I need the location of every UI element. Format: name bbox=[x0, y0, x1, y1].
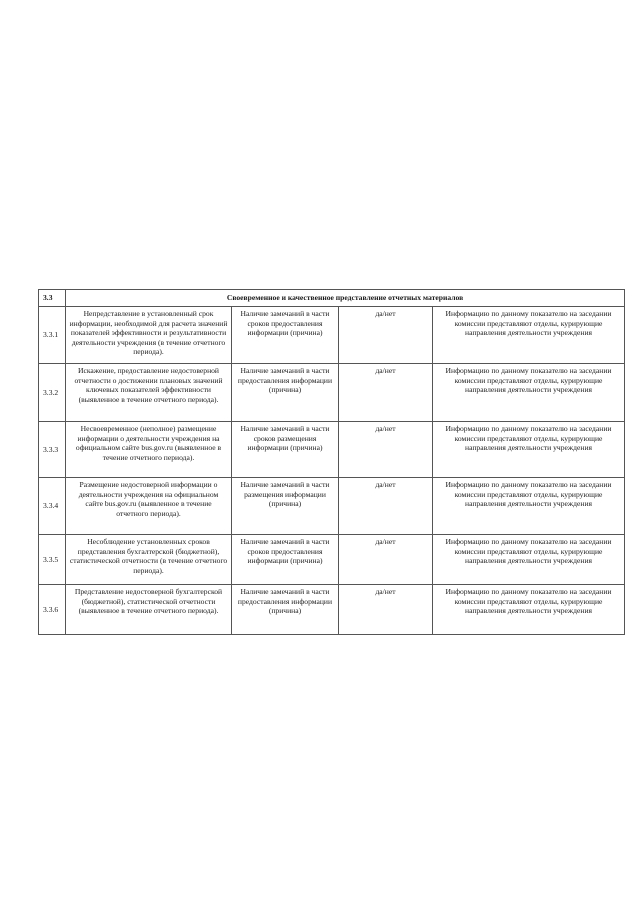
section-number: 3.3 bbox=[39, 290, 66, 307]
table-row bbox=[39, 364, 625, 422]
row-number: 3.3.1 bbox=[39, 307, 66, 364]
criterion-cell: Непредставление в установленный срок информации, необходимой для расчета значений показателей эффективности и результативности деятельности учреждения (в течение отчетного периода). bbox=[66, 307, 232, 364]
indicator-cell: Наличие замечаний в части предоставления информации (причина) bbox=[232, 585, 339, 635]
criterion-cell: Несоблюдение установленных сроков представления бухгалтерской (бюджетной), статистической отчетности (в течение отчетного периода). bbox=[66, 535, 232, 585]
indicator-cell: Наличие замечаний в части предоставления информации (причина) bbox=[232, 364, 339, 422]
source-cell: Информацию по данному показателю на заседании комиссии представляют отделы, курирующие направления деятельности учреждения bbox=[433, 535, 625, 585]
indicator-cell: Наличие замечаний в части сроков предоставления информации (причина) bbox=[232, 535, 339, 585]
row-number: 3.3.6 bbox=[39, 585, 66, 635]
value-cell: да/нет bbox=[339, 585, 433, 635]
source-cell: Информацию по данному показателю на заседании комиссии представляют отделы, курирующие направления деятельности учреждения bbox=[433, 585, 625, 635]
criterion-cell: Представление недостоверной бухгалтерской (бюджетной), статистической отчетности (выявленное в течение отчетного периода). bbox=[66, 585, 232, 635]
section-header-row bbox=[39, 290, 625, 307]
row-number: 3.3.5 bbox=[39, 535, 66, 585]
indicator-cell: Наличие замечаний в части сроков размещения информации (причина) bbox=[232, 422, 339, 478]
value-cell: да/нет bbox=[339, 478, 433, 535]
source-cell: Информацию по данному показателю на заседании комиссии представляют отделы, курирующие направления деятельности учреждения bbox=[433, 422, 625, 478]
table-row bbox=[39, 307, 625, 364]
document-page bbox=[38, 289, 624, 635]
table-row bbox=[39, 478, 625, 535]
criterion-cell: Несвоевременное (неполное) размещение информации о деятельности учреждения на официальном сайте bus.gov.ru (выявленное в течение отчетного периода). bbox=[66, 422, 232, 478]
source-cell: Информацию по данному показателю на заседании комиссии представляют отделы, курирующие направления деятельности учреждения bbox=[433, 364, 625, 422]
table-row bbox=[39, 535, 625, 585]
indicator-cell: Наличие замечаний в части сроков предоставления информации (причина) bbox=[232, 307, 339, 364]
section-title: Своевременное и качественное представление отчетных материалов bbox=[66, 290, 625, 307]
row-number: 3.3.3 bbox=[39, 422, 66, 478]
criterion-cell: Искажение, предоставление недостоверной отчетности о достижении плановых значений ключевых показателей эффективности (выявленное в течение отчетного периода). bbox=[66, 364, 232, 422]
criterion-cell: Размещение недостоверной информации о деятельности учреждения на официальном сайте bus.gov.ru (выявленное в течение отчетного периода). bbox=[66, 478, 232, 535]
source-cell: Информацию по данному показателю на заседании комиссии представляют отделы, курирующие направления деятельности учреждения bbox=[433, 478, 625, 535]
value-cell: да/нет bbox=[339, 535, 433, 585]
table-row bbox=[39, 585, 625, 635]
row-number: 3.3.2 bbox=[39, 364, 66, 422]
source-cell: Информацию по данному показателю на заседании комиссии представляют отделы, курирующие направления деятельности учреждения bbox=[433, 307, 625, 364]
row-number: 3.3.4 bbox=[39, 478, 66, 535]
value-cell: да/нет bbox=[339, 422, 433, 478]
criteria-table bbox=[38, 289, 625, 635]
value-cell: да/нет bbox=[339, 307, 433, 364]
indicator-cell: Наличие замечаний в части размещения информации (причина) bbox=[232, 478, 339, 535]
value-cell: да/нет bbox=[339, 364, 433, 422]
table-row bbox=[39, 422, 625, 478]
